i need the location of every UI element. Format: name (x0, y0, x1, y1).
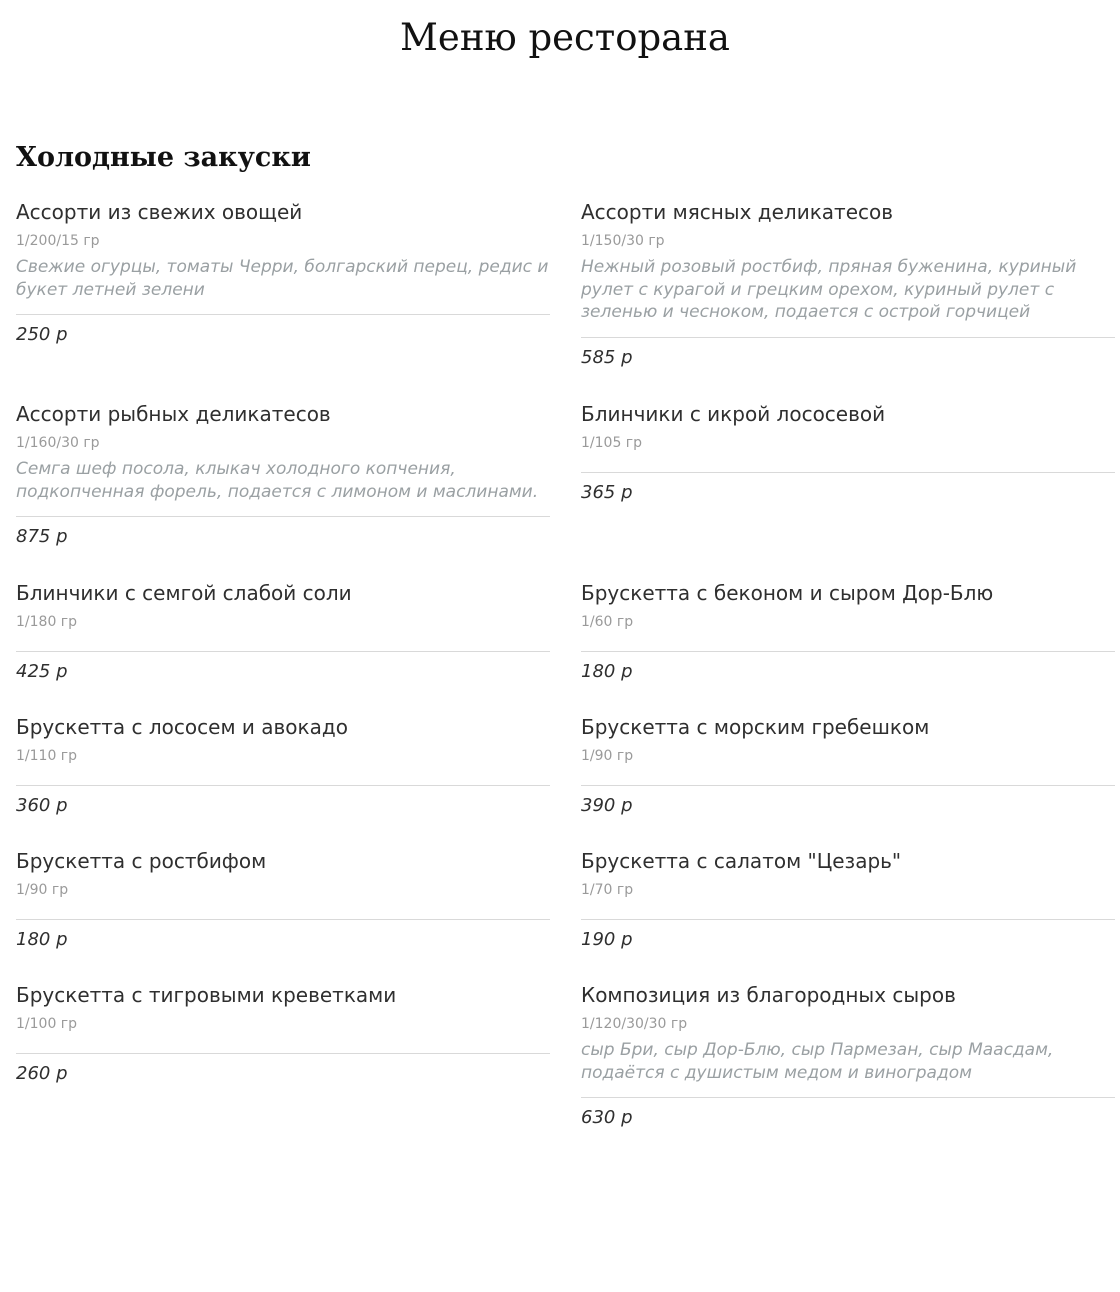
dish-price: 190 р (581, 929, 633, 950)
menu-item (16, 199, 550, 347)
menu-item (581, 401, 1115, 505)
dish-name: Ассорти рыбных деликатесов (16, 402, 331, 426)
dish-price: 180 р (16, 929, 68, 950)
menu-item (16, 580, 550, 684)
dish-divider (581, 1097, 1115, 1098)
dish-weight: 1/105 гр (581, 435, 643, 451)
dish-name: Композиция из благородных сыров (581, 983, 956, 1007)
dish-divider (16, 314, 550, 315)
menu-item (581, 714, 1115, 818)
dish-price: 585 р (581, 346, 633, 368)
page-title: Меню ресторана (400, 16, 730, 59)
menu-item (581, 580, 1115, 684)
dish-name: Ассорти мясных деликатесов (581, 200, 894, 224)
dish-divider (581, 651, 1115, 652)
dish-name: Брускетта с тигровыми креветками (16, 983, 397, 1007)
dish-price: 630 р (581, 1107, 633, 1128)
dish-name: Блинчики с семгой слабой соли (16, 581, 352, 605)
menu-item (581, 848, 1115, 952)
dish-description: Семга шеф посола, клыкач холодного копчения, подкопченная форель, подается с лимоном и маслинами. (16, 459, 539, 502)
menu-item (581, 982, 1115, 1130)
dish-divider (16, 1053, 550, 1054)
dish-price: 360 р (16, 795, 68, 816)
dish-weight: 1/90 гр (581, 748, 634, 764)
dish-name: Брускетта с беконом и сыром Дор-Блю (581, 581, 994, 605)
dish-divider (581, 919, 1115, 920)
menu-item (16, 982, 550, 1086)
dish-weight: 1/60 гр (581, 614, 634, 630)
dish-divider (581, 785, 1115, 786)
dish-name: Блинчики с икрой лососевой (581, 402, 886, 426)
menu-item (16, 848, 550, 952)
dish-weight: 1/200/15 гр (16, 233, 100, 249)
dish-weight: 1/90 гр (16, 882, 69, 898)
dish-price: 425 р (16, 661, 68, 682)
dish-weight: 1/150/30 гр (581, 233, 665, 249)
dish-weight: 1/110 гр (16, 748, 78, 764)
dish-weight: 1/70 гр (581, 882, 634, 898)
dish-divider (581, 337, 1115, 338)
dish-price: 250 р (16, 324, 68, 345)
dish-weight: 1/180 гр (16, 614, 78, 630)
dish-divider (16, 651, 550, 652)
dish-weight: 1/160/30 гр (16, 435, 100, 451)
dish-description: сыр Бри, сыр Дор-Блю, сыр Пармезан, сыр Маасдам, подаётся с душистым медом и виноградом (581, 1040, 1054, 1083)
dish-weight: 1/120/30/30 гр (581, 1016, 688, 1032)
menu-item (16, 401, 550, 549)
dish-name: Брускетта с ростбифом (16, 849, 267, 873)
dish-price: 875 р (16, 526, 68, 547)
dish-divider (16, 516, 550, 517)
dish-price: 390 р (581, 795, 633, 816)
dish-description: Нежный розовый ростбиф, пряная буженина, куриный рулет с курагой и грецким орехом, куриный рулет с зеленью и чесноком, подается с острой горчицей (581, 257, 1077, 322)
dish-divider (16, 919, 550, 920)
dish-name: Брускетта с салатом "Цезарь" (581, 849, 902, 873)
dish-price: 180 р (581, 661, 633, 682)
dish-description: Свежие огурцы, томаты Черри, болгарский перец, редис и букет летней зелени (16, 257, 549, 300)
menu-item (581, 199, 1115, 370)
menu-item (16, 714, 550, 818)
dish-name: Брускетта с лососем и авокадо (16, 715, 348, 739)
dish-name: Ассорти из свежих овощей (16, 200, 303, 224)
dish-price: 260 р (16, 1063, 68, 1084)
dish-weight: 1/100 гр (16, 1016, 78, 1032)
dish-price: 365 р (581, 482, 633, 503)
dish-divider (581, 472, 1115, 473)
section-title: Холодные закуски (16, 142, 311, 173)
dish-name: Брускетта с морским гребешком (581, 715, 930, 739)
dish-divider (16, 785, 550, 786)
